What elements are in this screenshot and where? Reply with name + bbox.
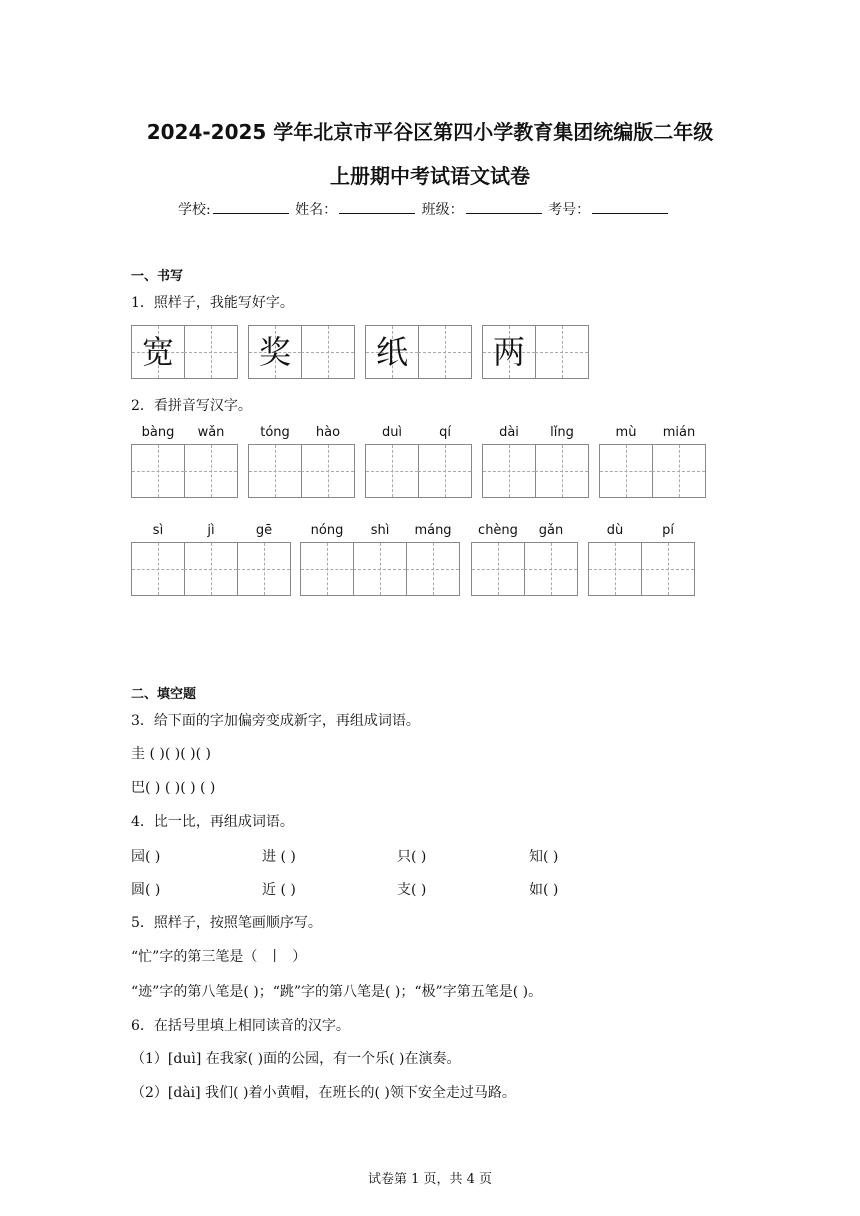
pinyin-label: duì: [381, 425, 403, 440]
answer-cell[interactable]: [482, 444, 536, 498]
pinyin-label: mián: [662, 425, 696, 440]
guide-line-horizontal: [472, 569, 524, 570]
pinyin-label: nóng: [310, 523, 344, 538]
answer-cell[interactable]: [301, 444, 355, 498]
q4-line-1-c[interactable]: 只( ): [397, 849, 427, 865]
model-character: 宽: [141, 333, 174, 371]
pinyin-label: dù: [606, 523, 624, 538]
q4-line-2-c[interactable]: 支( ): [397, 882, 427, 898]
school-field[interactable]: [213, 199, 289, 214]
answer-cell[interactable]: [248, 444, 302, 498]
pinyin-label: tóng: [260, 425, 290, 440]
id-field[interactable]: [592, 199, 668, 214]
q5-example-prefix: “忙”字的第三笔是（: [131, 949, 258, 965]
model-char-cell: [365, 325, 419, 379]
q6-line-1[interactable]: （1）[duì] 在我家( )面的公园，有一个乐( )在演奏。: [131, 1051, 461, 1067]
guide-line-horizontal: [641, 569, 694, 570]
answer-cell[interactable]: [406, 542, 460, 596]
guide-line-horizontal: [132, 471, 184, 472]
model-character: 两: [492, 333, 525, 371]
answer-cell[interactable]: [237, 542, 291, 596]
guide-line-horizontal: [406, 569, 459, 570]
answer-cell[interactable]: [652, 444, 706, 498]
answer-cell[interactable]: [588, 542, 642, 596]
answer-cell[interactable]: [184, 444, 238, 498]
pinyin-label: jì: [207, 523, 215, 538]
guide-line-horizontal: [652, 471, 705, 472]
guide-line-horizontal: [353, 569, 406, 570]
page-title-line2: 上册期中考试语文试卷: [330, 164, 530, 188]
guide-line-horizontal: [524, 569, 577, 570]
model-character: 纸: [375, 333, 408, 371]
guide-line-horizontal: [535, 352, 588, 353]
guide-line-horizontal: [237, 569, 290, 570]
guide-line-horizontal: [301, 352, 354, 353]
pinyin-label: dài: [499, 425, 519, 440]
pinyin-label: bàng: [141, 425, 175, 440]
q5-line-2[interactable]: “迹”字的第八笔是( )；“跳”字的第八笔是( )；“极”字第五笔是( )。: [131, 984, 543, 1000]
answer-cell[interactable]: [131, 444, 185, 498]
q3-line-1[interactable]: 圭 ( )( )( )( ): [131, 746, 211, 762]
q6-line-2[interactable]: （2）[dài] 我们( )着小黄帽，在班长的( )领下安全走过马路。: [131, 1085, 516, 1101]
model-char-cell: [482, 325, 536, 379]
guide-line-horizontal: [418, 471, 471, 472]
guide-line-horizontal: [301, 569, 353, 570]
pinyin-label: máng: [414, 523, 452, 538]
school-label: 学校:: [178, 202, 211, 218]
answer-cell[interactable]: [524, 542, 578, 596]
pinyin-label: hào: [315, 425, 341, 440]
pinyin-label: mù: [615, 425, 637, 440]
pinyin-label: chèng: [478, 523, 518, 538]
guide-line-horizontal: [366, 471, 418, 472]
guide-line-horizontal: [418, 352, 471, 353]
name-label: 姓名：: [295, 202, 338, 218]
practice-cell[interactable]: [301, 325, 355, 379]
practice-cell[interactable]: [418, 325, 472, 379]
guide-line-horizontal: [184, 471, 237, 472]
practice-cell[interactable]: [184, 325, 238, 379]
id-label: 考号：: [548, 202, 591, 218]
question-3: 3．给下面的字加偏旁变成新字，再组成词语。: [131, 713, 420, 729]
question-4: 4．比一比，再组成词语。: [131, 814, 294, 830]
answer-cell[interactable]: [131, 542, 185, 596]
pinyin-label: pí: [662, 523, 674, 538]
pinyin-label: sì: [152, 523, 164, 538]
model-character: 奖: [258, 333, 291, 371]
name-field[interactable]: [339, 199, 415, 214]
answer-cell[interactable]: [184, 542, 238, 596]
answer-cell[interactable]: [418, 444, 472, 498]
guide-line-horizontal: [483, 471, 535, 472]
question-5: 5．照样子，按照笔画顺序写。: [131, 915, 322, 931]
question-2: 2．看拼音写汉字。: [131, 398, 252, 414]
guide-line-horizontal: [184, 569, 237, 570]
guide-line-horizontal: [589, 569, 641, 570]
practice-cell[interactable]: [535, 325, 589, 379]
q4-line-2-d[interactable]: 如( ): [529, 882, 559, 898]
answer-cell[interactable]: [365, 444, 419, 498]
q5-line-1: [131, 946, 306, 966]
page-title-line1: 2024-2025 学年北京市平谷区第四小学教育集团统编版二年级: [146, 120, 714, 144]
q5-example-suffix: ）: [292, 949, 307, 965]
answer-cell[interactable]: [641, 542, 695, 596]
vertical-stroke-glyph: 丨: [267, 949, 282, 965]
answer-cell[interactable]: [353, 542, 407, 596]
pinyin-label: qí: [439, 425, 451, 440]
pinyin-label: gǎn: [538, 523, 564, 538]
answer-cell[interactable]: [300, 542, 354, 596]
q4-line-2-a[interactable]: 圆( ): [131, 882, 161, 898]
q4-line-1-d[interactable]: 知( ): [529, 849, 559, 865]
answer-cell[interactable]: [535, 444, 589, 498]
pinyin-label: shì: [370, 523, 390, 538]
class-label: 班级：: [421, 202, 464, 218]
answer-cell[interactable]: [599, 444, 653, 498]
guide-line-horizontal: [249, 471, 301, 472]
q3-line-2[interactable]: 巴( ) ( )( ) ( ): [131, 780, 216, 796]
class-field[interactable]: [466, 199, 542, 214]
pinyin-label: gē: [255, 523, 273, 538]
answer-cell[interactable]: [471, 542, 525, 596]
guide-line-horizontal: [535, 471, 588, 472]
guide-line-horizontal: [132, 569, 184, 570]
section-heading-fill: 二、填空题: [131, 687, 197, 702]
model-char-cell: [248, 325, 302, 379]
q4-line-1-a[interactable]: 园( ): [131, 849, 161, 865]
page-footer: 试卷第 1 页，共 4 页: [367, 1172, 493, 1187]
question-6: 6．在括号里填上相同读音的汉字。: [131, 1018, 350, 1034]
guide-line-horizontal: [301, 471, 354, 472]
pinyin-label: wǎn: [197, 425, 225, 440]
pinyin-label: lǐng: [550, 425, 574, 440]
question-1: 1．照样子，我能写好字。: [131, 295, 294, 311]
q4-line-2-b[interactable]: 近 ( ): [262, 882, 296, 898]
model-char-cell: [131, 325, 185, 379]
guide-line-horizontal: [600, 471, 652, 472]
q4-line-1-b[interactable]: 进 ( ): [262, 849, 296, 865]
student-info-line: [178, 199, 670, 219]
section-heading-writing: 一、书写: [131, 269, 184, 284]
guide-line-horizontal: [184, 352, 237, 353]
